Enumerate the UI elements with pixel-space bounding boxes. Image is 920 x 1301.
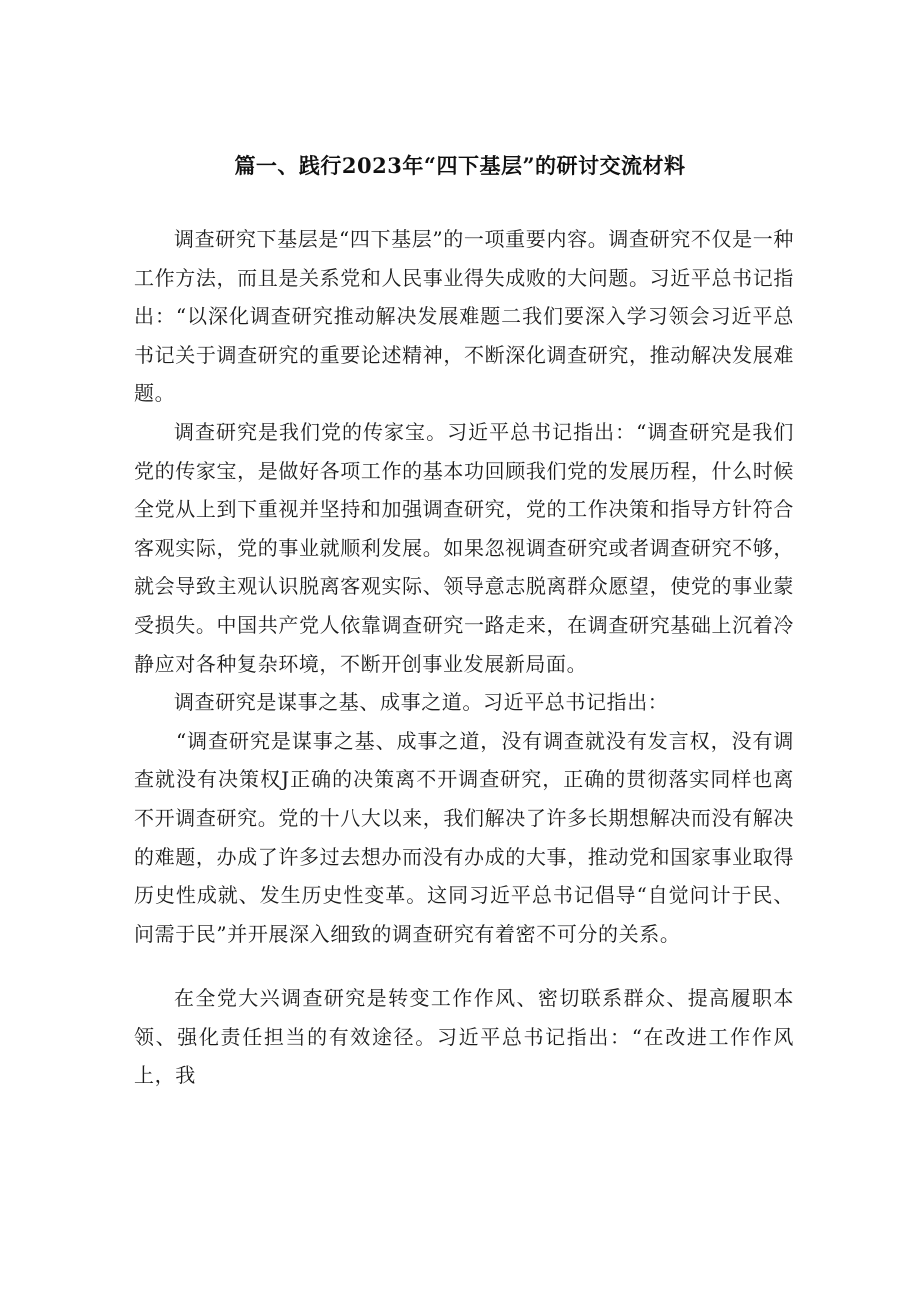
document-body — [134, 220, 794, 1095]
paragraph: 调查研究是我们党的传家宝。习近平总书记指出：“调查研究是我们党的传家宝，是做好各项工作的基本功回顾我们党的发展历程，什么时候全党从上到下重视并坚持和加强调查研究，党的工作决策和指导方针符合客观实际，党的事业就顺利发展。如果忽视调查研究或者调查研究不够，就会导致主观认识脱离客观实际、领导意志脱离群众愿望，使党的事业蒙受损失。中国共产党人依靠调查研究一路走来，在调查研究基础上沉着冷静应对各种复杂环境，不断开创事业发展新局面。 — [134, 419, 794, 676]
paragraph: 在全党大兴调查研究是转变工作作风、密切联系群众、提高履职本领、强化责任担当的有效途径。习近平总书记指出：“在改进工作作风上，我 — [134, 986, 794, 1088]
paragraph: 调查研究下基层是“四下基层”的一项重要内容。调查研究不仅是一种工作方法，而且是关系党和人民事业得失成败的大问题。习近平总书记指出：“以深化调查研究推动解决发展难题二我们要深入学习领会习近平总书记关于调查研究的重要论述精神，不断深化调查研究，推动解决发展难题。 — [134, 227, 794, 406]
paragraph: 调查研究是谋事之基、成事之道。习近平总书记指出： — [174, 690, 669, 715]
paragraph: “调查研究是谋事之基、成事之道，没有调查就没有发言权，没有调查就没有决策权J正确的决策离不开调查研究，正确的贯彻落实同样也离不开调查研究。党的十八大以来，我们解决了许多长期想解决而没有解决的难题，办成了许多过去想办而没有办成的大事，推动党和国家事业取得历史性成就、发生历史性变革。这同习近平总书记倡导“自觉问计于民、问需于民”并开展深入细致的调查研究有着密不可分的关系。 — [134, 728, 794, 946]
document-title: 篇一、践行2023年“四下基层”的研讨交流材料 — [234, 153, 686, 178]
